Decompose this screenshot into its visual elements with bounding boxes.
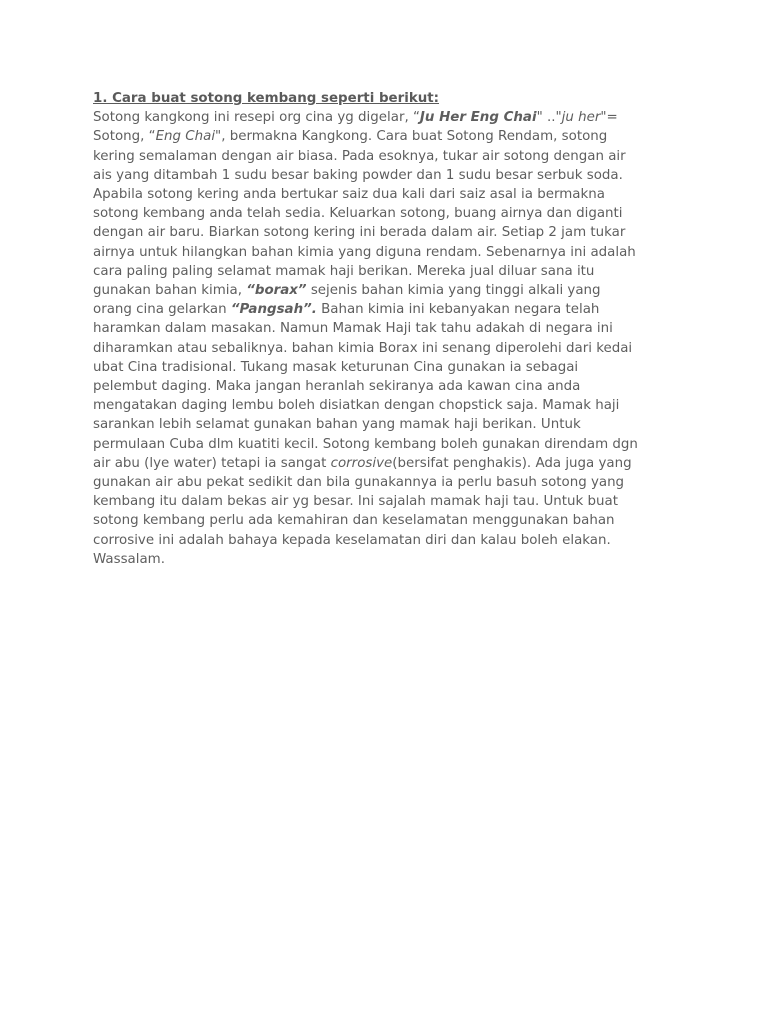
paragraph-line: Wassalam. bbox=[93, 551, 165, 567]
paragraph-line: dengan air baru. Biarkan sotong kering ini berada dalam air. Setiap 2 jam tukar bbox=[93, 225, 626, 241]
text-run: "= bbox=[600, 110, 618, 126]
paragraph-line: kering semalaman dengan air biasa. Pada esoknya, tukar air sotong dengan air bbox=[93, 148, 626, 164]
text-run: sejenis bahan kimia yang tinggi alkali yang bbox=[306, 283, 601, 299]
emphasis-text: Ju Her Eng Chai bbox=[419, 110, 537, 126]
text-run: (bersifat penghakis). Ada juga yang bbox=[392, 455, 632, 471]
text-run: Sotong kangkong ini resepi org cina yg digelar, “ bbox=[93, 110, 420, 126]
paragraph-line: sarankan lebih selamat gunakan bahan yang mamak haji berikan. Untuk bbox=[93, 417, 581, 433]
paragraph-line: permulaan Cuba dlm kuatiti kecil. Sotong kembang boleh gunakan direndam dgn bbox=[93, 436, 638, 452]
text-run: " .." bbox=[536, 110, 562, 126]
paragraph-line: mengatakan daging lembu boleh disiatkan dengan chopstick saja. Mamak haji bbox=[93, 398, 620, 414]
paragraph-line: corrosive ini adalah bahaya kepada keselamatan diri dan kalau boleh elakan. bbox=[93, 532, 611, 548]
paragraph-line: cara paling paling selamat mamak haji berikan. Mereka jual diluar sana itu bbox=[93, 263, 595, 279]
paragraph-line bbox=[93, 281, 683, 300]
paragraph-line: diharamkan atau sebaliknya. bahan kimia Borax ini senang diperolehi dari kedai bbox=[93, 340, 633, 356]
italic-text: Eng Chai bbox=[155, 129, 216, 145]
paragraph-line bbox=[93, 108, 683, 127]
text-run: gunakan bahan kimia, bbox=[93, 283, 247, 299]
paragraph-line bbox=[93, 300, 683, 319]
italic-text: ju her bbox=[561, 110, 601, 126]
paragraph-line: Apabila sotong kering anda bertukar saiz dua kali dari saiz asal ia bermakna bbox=[93, 187, 605, 203]
text-run: Sotong, “ bbox=[93, 129, 156, 145]
paragraph-line: pelembut daging. Maka jangan heranlah sekiranya ada kawan cina anda bbox=[93, 379, 581, 395]
document-content bbox=[93, 89, 683, 569]
paragraph-line: sotong kembang perlu ada kemahiran dan keselamatan menggunakan bahan bbox=[93, 513, 615, 529]
paragraph-line: haramkan dalam masakan. Namun Mamak Haji tak tahu adakah di negara ini bbox=[93, 321, 613, 337]
paragraph-line bbox=[93, 454, 683, 473]
emphasis-text: “Pangsah”. bbox=[230, 302, 317, 318]
text-run: air abu (lye water) tetapi ia sangat bbox=[93, 455, 331, 471]
paragraph-line: kembang itu dalam bekas air yg besar. Ini sajalah mamak haji tau. Untuk buat bbox=[93, 494, 618, 510]
paragraph-line: gunakan air abu pekat sedikit dan bila gunakannya ia perlu basuh sotong yang bbox=[93, 475, 625, 491]
text-run: orang cina gelarkan bbox=[93, 302, 231, 318]
section-heading: 1. Cara buat sotong kembang seperti berikut: bbox=[93, 91, 440, 106]
emphasis-text: “borax” bbox=[246, 283, 307, 299]
text-run: ", bermakna Kangkong. Cara buat Sotong Rendam, sotong bbox=[215, 129, 608, 145]
body-paragraph bbox=[93, 108, 683, 569]
paragraph-line: sotong kembang anda telah sedia. Keluarkan sotong, buang airnya dan diganti bbox=[93, 206, 623, 222]
text-run: Bahan kimia ini kebanyakan negara telah bbox=[316, 302, 600, 318]
italic-text: corrosive bbox=[330, 455, 393, 471]
paragraph-line: ais yang ditambah 1 sudu besar baking powder dan 1 sudu besar serbuk soda. bbox=[93, 167, 623, 183]
paragraph-line: ubat Cina tradisional. Tukang masak keturunan Cina gunakan ia sebagai bbox=[93, 359, 579, 375]
paragraph-line bbox=[93, 127, 683, 146]
paragraph-line: airnya untuk hilangkan bahan kimia yang diguna rendam. Sebenarnya ini adalah bbox=[93, 244, 636, 260]
